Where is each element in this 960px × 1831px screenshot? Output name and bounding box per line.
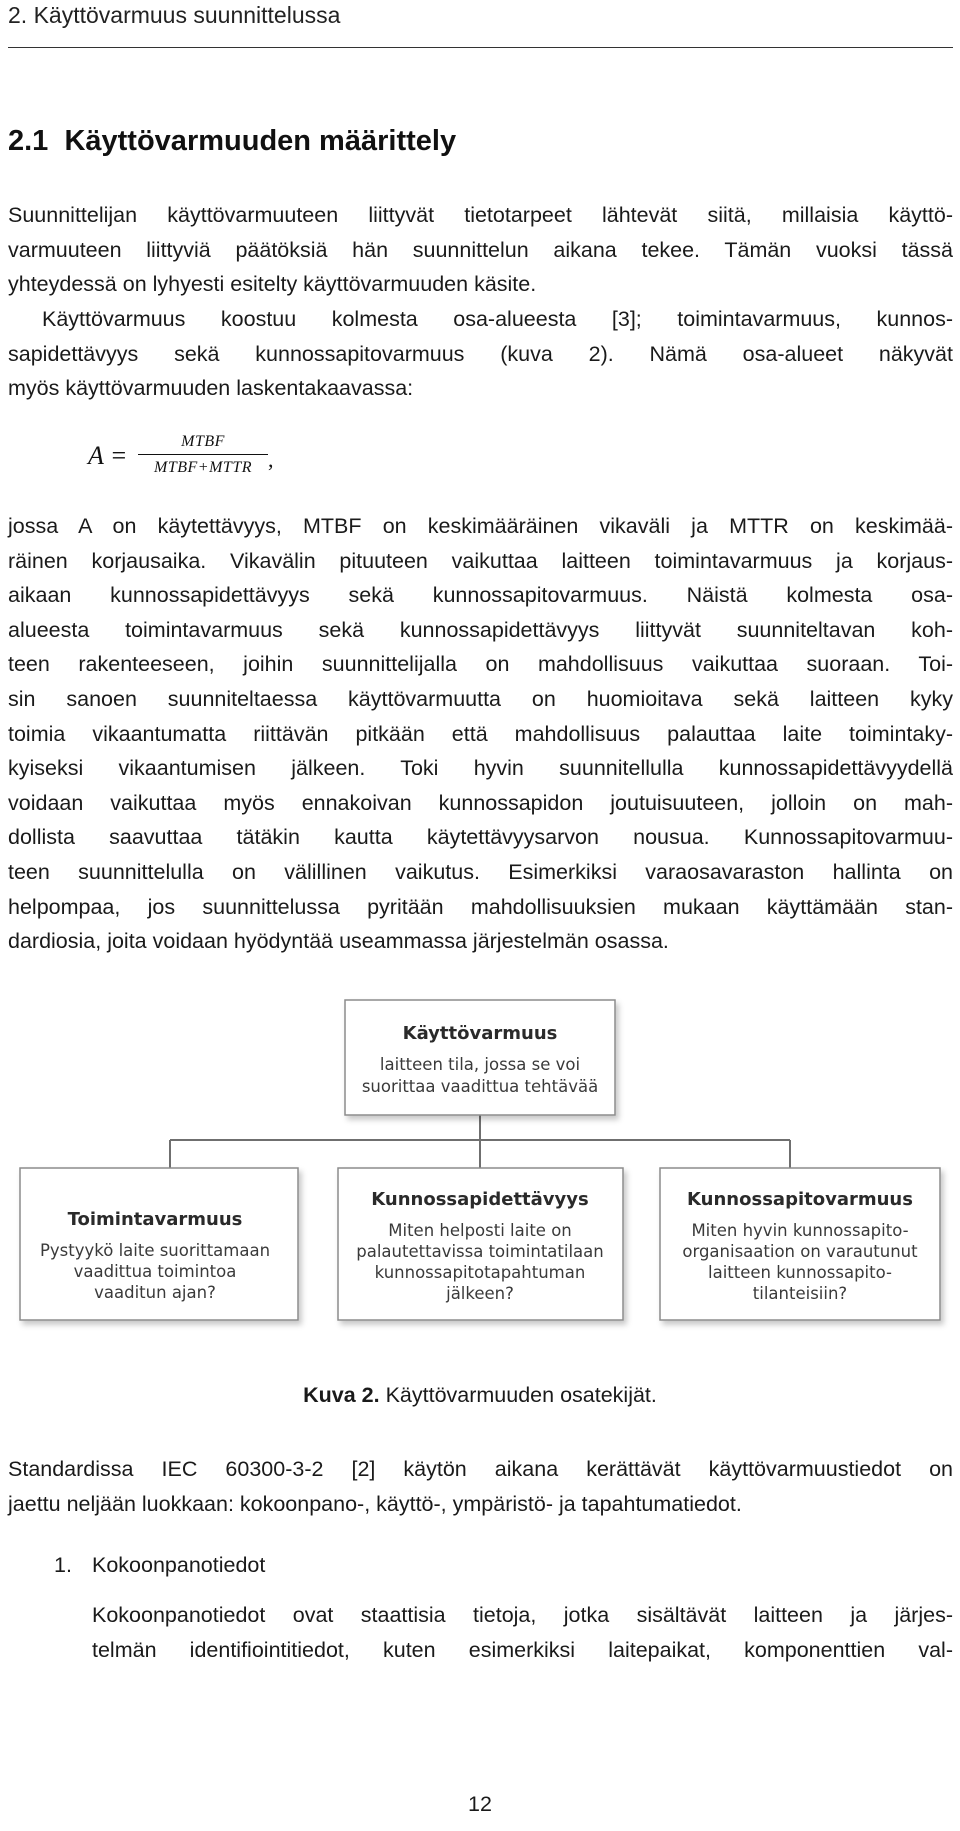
child-node-title: Kunnossapitovarmuus <box>687 1189 913 1210</box>
child-node-title: Toimintavarmuus <box>67 1209 243 1230</box>
child-node-box <box>338 1168 623 1320</box>
text-line: Standardissa IEC 60300-3-2 [2] käytön aikana kerättävät käyttövarmuustiedot on <box>8 1457 953 1481</box>
components-paragraph <box>8 302 953 406</box>
text-line: teen rakenteeseen, joihin suunnittelijalla on mahdollisuus vaikuttaa suoraan. Toi- <box>8 652 953 677</box>
header-divider <box>8 47 953 48</box>
child-node-box <box>660 1168 940 1320</box>
formula-lhs: A = <box>88 441 128 470</box>
child-node-line: palautettavissa toimintatilaan <box>356 1242 604 1261</box>
child-node-line: Miten hyvin kunnossapito- <box>691 1221 909 1240</box>
root-node-line: laitteen tila, jossa se voi <box>379 1055 581 1074</box>
formula-numerator: MTBF <box>181 433 225 450</box>
child-node-line: vaaditun ajan? <box>94 1283 216 1302</box>
text-line: dardiosia, joita voidaan hyödyntää useammassa järjestelmän osassa. <box>8 929 669 954</box>
child-node-line: jälkeen? <box>446 1284 514 1303</box>
text-line: myös käyttövarmuuden laskentakaavassa: <box>8 376 414 401</box>
intro-paragraph <box>8 198 953 302</box>
child-node-line: Miten helposti laite on <box>388 1221 572 1240</box>
text-line: jaettu neljään luokkaan: kokoonpano-, käyttö-, ympäristö- ja tapahtumatiedot. <box>8 1491 742 1516</box>
text-line: voidaan vaikuttaa myös ennakoivan kunnossapidon joutuisuuteen, jolloin on mah- <box>8 790 953 815</box>
caption-text: Käyttövarmuuden osatekijät. <box>379 1383 657 1407</box>
explanation-paragraph <box>8 509 953 959</box>
child-node-line: organisaation on varautunut <box>682 1242 918 1261</box>
text-line: teen suunnittelulla on välillinen vaikutus. Esimerkiksi varaosavaraston hallinta on <box>8 859 953 884</box>
text-line: Kokoonpanotiedot ovat staattisia tietoja, jotka sisältävät laitteen ja järjes- <box>92 1603 953 1627</box>
root-node-line: suorittaa vaadittua tehtävää <box>361 1077 599 1096</box>
section-title: Käyttövarmuuden määrittely <box>64 125 457 157</box>
child-node-title: Kunnossapidettävyys <box>371 1189 589 1210</box>
child-node-line: kunnossapitotapahtuman <box>374 1263 586 1282</box>
formula-denominator: MTBF+MTTR <box>154 459 252 476</box>
list-item-title: Kokoonpanotiedot <box>92 1553 266 1577</box>
list-item-body <box>92 1598 953 1667</box>
text-line: varmuuteen liittyviä päätöksiä hän suunnittelun aikana tekee. Tämän vuoksi tässä <box>8 237 953 262</box>
section-number: 2.1 <box>8 125 49 157</box>
text-line: telmän identifiointitiedot, kuten esimerkiksi laitepaikat, komponenttien val- <box>92 1637 953 1662</box>
child-node-line: vaadittua toimintoa <box>73 1262 237 1281</box>
text-line: toimia vikaantumatta riittävän pitkään että mahdollisuus palauttaa laite toimintaky- <box>8 721 953 746</box>
text-line: räinen korjausaika. Vikavälin pituuteen vaikuttaa laitteen toimintavarmuus ja korjaus- <box>8 548 953 573</box>
text-line: helpompaa, jos suunnittelussa pyritään mahdollisuuksien mukaan käyttämään stan- <box>8 894 953 919</box>
text-line: sin sanoen suunniteltaessa käyttövarmuutta on huomioitava sekä laitteen kyky <box>8 686 953 711</box>
list-item-number: 1. <box>54 1553 72 1577</box>
formula-fraction <box>138 433 268 477</box>
text-line: yhteydessä on lyhyesti esitelty käyttövarmuuden käsite. <box>8 272 537 297</box>
fraction-bar <box>138 454 268 455</box>
standard-paragraph <box>8 1452 953 1521</box>
text-line: sapidettävyys sekä kunnossapitovarmuus (kuva 2). Nämä osa-alueet näkyvät <box>8 341 953 366</box>
diagram-connectors <box>170 1115 790 1168</box>
root-node-title: Käyttövarmuus <box>402 1023 558 1044</box>
page-number: 12 <box>468 1792 492 1816</box>
text-line: aikaan kunnossapidettävyys sekä kunnossapitovarmuus. Näistä kolmesta osa- <box>8 583 953 608</box>
text-line: Suunnittelijan käyttövarmuuteen liittyvät tietotarpeet lähtevät siitä, millaisia käyttö- <box>8 203 953 227</box>
caption-label: Kuva 2. <box>303 1383 380 1407</box>
figure-caption <box>0 1383 960 1408</box>
text-line: jossa A on käytettävyys, MTBF on keskimääräinen vikaväli ja MTTR on keskimää- <box>8 514 953 538</box>
child-node-line: laitteen kunnossapito- <box>708 1263 892 1282</box>
text-line: dollista saavuttaa tätäkin kautta käytettävyysarvon nousua. Kunnossapitovarmuu- <box>8 825 953 850</box>
child-node-box <box>20 1168 298 1320</box>
text-line: Käyttövarmuus koostuu kolmesta osa-alueesta [3]; toimintavarmuus, kunnos- <box>42 307 953 331</box>
formula-comma: , <box>268 447 274 472</box>
root-node-box <box>345 1000 615 1115</box>
dependability-diagram <box>0 995 960 1355</box>
text-line: alueesta toimintavarmuus sekä kunnossapidettävyys liittyvät suunniteltavan koh- <box>8 617 953 642</box>
running-header: 2. Käyttövarmuus suunnittelussa <box>8 2 341 28</box>
text-line: kyiseksi vikaantumisen jälkeen. Toki hyvin suunnitellulla kunnossapidettävyydellä <box>8 756 953 781</box>
section-heading <box>8 125 456 158</box>
child-node-line: tilanteisiin? <box>752 1284 848 1303</box>
child-node-line: Pystyykö laite suorittamaan <box>39 1241 271 1260</box>
